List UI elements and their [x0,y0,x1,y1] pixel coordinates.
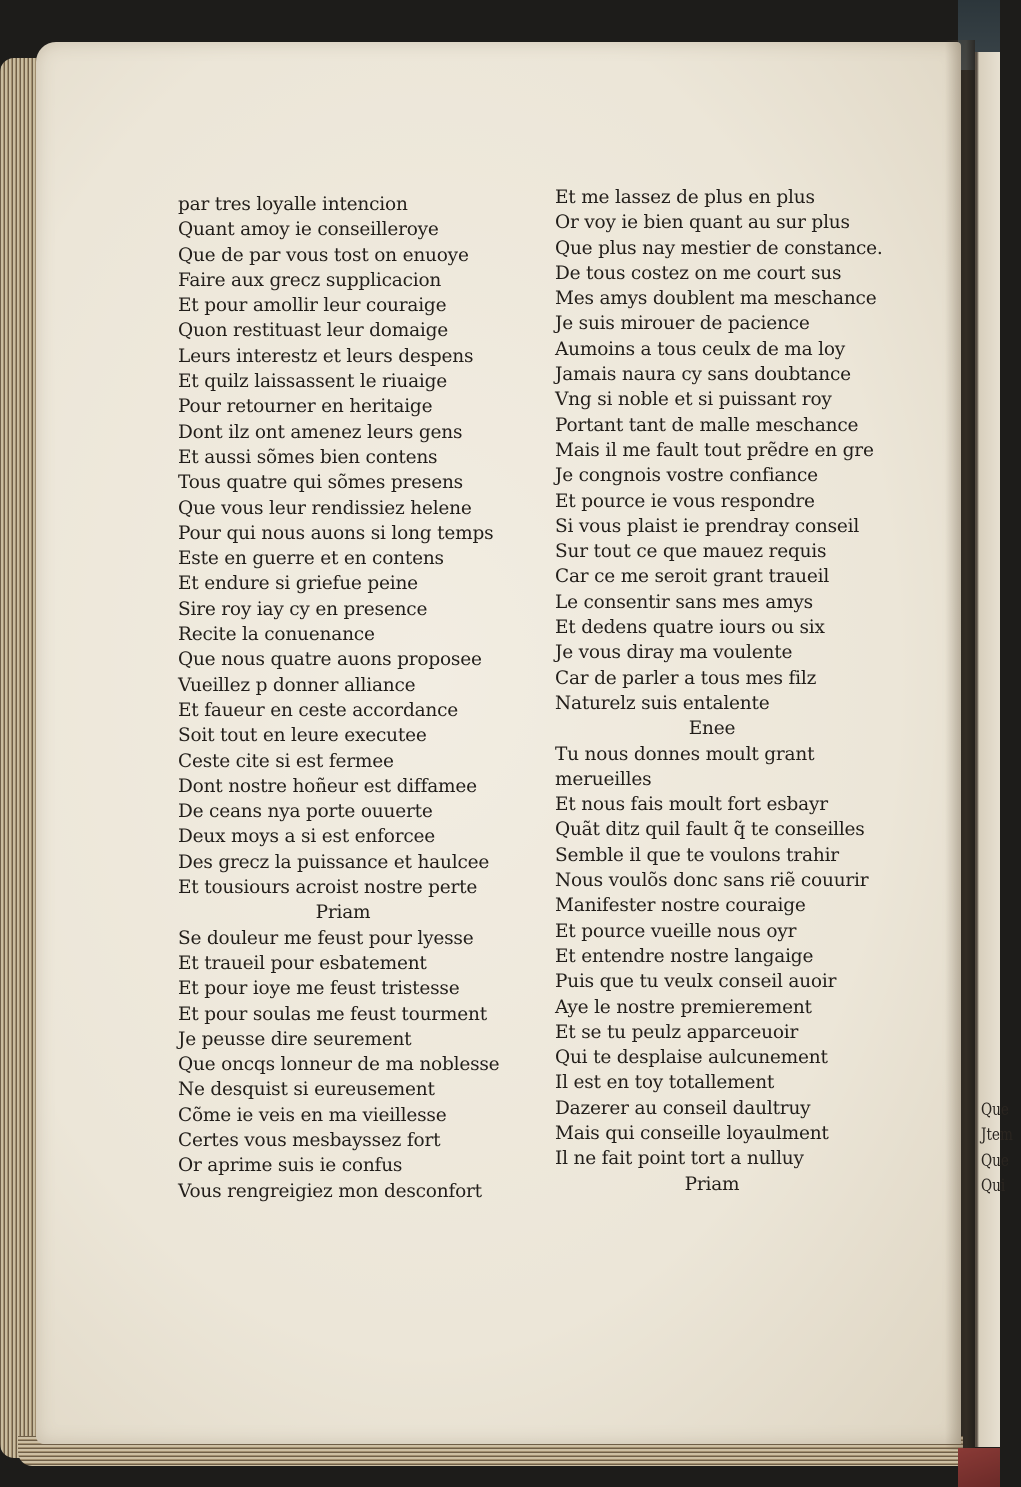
left-text-column [178,192,508,1204]
verse-line: Quant amoy ie conseilleroye [178,219,439,241]
verse-line: Et pource vueille nous oyr [555,920,797,942]
verse-line: Manifester nostre couraige [555,895,806,917]
verse-line: Nous voulõs donc sans riẽ couurir [555,870,869,892]
verse-line: Que de par vous tost on enuoye [178,244,469,266]
verse-line: Et pour amollir leur couraige [178,295,447,317]
verse-line: Que nous quatre auons proposee [178,649,482,671]
speaker-heading: Priam [315,902,371,924]
verse-line: Dont nostre hoñeur est diffamee [178,775,477,797]
verse-line: Jamais naura cy sans doubtance [555,364,851,386]
facing-page-fragment: Jtem [981,1125,1013,1146]
verse-line: Certes vous mesbayssez fort [178,1129,441,1151]
verse-line: Et pource ie vous respondre [555,490,815,512]
verse-line: Et entendre nostre langaige [555,945,814,967]
verse-line: par tres loyalle intencion [178,194,408,215]
verse-line: Vueillez p donner alliance [178,674,416,696]
verse-line: Recite la conuenance [178,624,375,646]
facing-page-fragment: Que [981,1100,1009,1120]
verse-line: De ceans nya porte ouuerte [178,801,433,823]
verse-line: Que oncqs lonneur de ma noblesse [178,1054,500,1076]
verse-line: Je suis mirouer de pacience [555,313,810,335]
verse-line: Je peusse dire seurement [178,1028,412,1050]
verse-line: Ceste cite si est fermee [178,750,394,772]
verse-line: Et se tu peulz apparceuoir [555,1021,799,1043]
verse-line: Mais qui conseille loyaulment [555,1122,829,1144]
verse-line: Et quilz laissassent le riuaige [178,371,448,393]
verse-line: Je congnois vostre confiance [555,465,818,487]
verse-line: De tous costez on me court sus [555,262,842,284]
verse-line: Or voy ie bien quant au sur plus [555,212,850,234]
verse-line: Que plus nay mestier de constance. [555,237,883,259]
verse-line: Et endure si griefue peine [178,573,418,595]
facing-page-fragments [981,1098,1021,1199]
verse-line: Et tousiours acroist nostre perte [178,877,478,899]
verse-line: Et pour soulas me feust tourment [178,1003,487,1025]
facing-page-fragment: Que [981,1150,1009,1171]
verse-line: Portant tant de malle meschance [555,414,859,436]
verse-line: Vous rengreigiez mon desconfort [178,1180,482,1202]
verse-line: Mes amys doublent ma meschance [555,288,877,310]
verse-line: Leurs interestz et leurs despens [178,345,474,367]
verse-line: Pour qui nous auons si long temps [178,522,494,544]
verse-line: Et traueil pour esbatement [178,952,427,974]
speaker-heading: Enee [688,718,736,740]
verse-line: Tous quatre qui sõmes presens [178,472,463,494]
verse-line: Je vous diray ma voulente [555,642,793,664]
verse-line: Il ne fait point tort a nulluy [555,1148,804,1170]
verse-line: Le consentir sans mes amys [555,591,813,613]
verse-line: Sire roy iay cy en presence [178,598,428,620]
verse-line: Dont ilz ont amenez leurs gens [178,421,463,443]
verse-line: Cõme ie veis en ma vieillesse [178,1104,447,1126]
verse-line: Este en guerre et en contens [178,548,444,570]
right-text-column [555,185,883,1197]
verse-line: Semble il que te voulons trahir [555,844,839,866]
verse-line: Et nous fais moult fort esbayr [555,794,828,816]
gutter-shadow [945,40,975,1450]
verse-line: Dazerer au conseil daultruy [555,1097,811,1119]
verse-line: Soit tout en leure executee [178,725,427,747]
verse-line: Aye le nostre premierement [555,996,812,1018]
verse-line: Deux moys a si est enforcee [178,826,436,848]
verse-line: Car de parler a tous mes filz [555,667,817,689]
verse-line: Quãt ditz quil fault q̃ te conseilles [555,819,865,841]
verse-line: Si vous plaist ie prendray conseil [555,515,860,537]
verse-line: Car ce me seroit grant traueil [555,566,830,588]
verse-line: Tu nous donnes moult grant [555,743,815,765]
verse-line: Ne desquist si eureusement [178,1079,435,1101]
verse-line: merueilles [555,768,652,790]
verse-line: Quon restituast leur domaige [178,320,449,342]
verse-line: Puis que tu veulx conseil auoir [555,971,837,993]
speaker-heading: Priam [684,1173,740,1195]
verse-line: Et me lassez de plus en plus [555,187,815,208]
verse-line: Que vous leur rendissiez helene [178,497,472,519]
verse-line: Vng si noble et si puissant roy [555,389,832,411]
facing-page-edge [975,52,1013,1447]
verse-line: Sur tout ce que mauez requis [555,541,827,563]
facing-page-fragment: Qui [981,1175,1006,1196]
verse-line: Et aussi sõmes bien contens [178,446,438,468]
verse-line: Mais il me fault tout prẽdre en gre [555,439,874,461]
verse-line: Qui te desplaise aulcunement [555,1047,828,1069]
verse-line: Naturelz suis entalente [555,692,770,714]
verse-line: Et dedens quatre iours ou six [555,617,825,639]
verse-line: Des grecz la puissance et haulcee [178,851,490,873]
verse-line: Faire aux grecz supplicacion [178,269,442,291]
verse-line: Et pour ioye me feust tristesse [178,978,460,1000]
verse-line: Or aprime suis ie confus [178,1155,403,1177]
verse-line: Pour retourner en heritaige [178,396,433,418]
verse-line: Et faueur en ceste accordance [178,699,459,721]
verse-line: Il est en toy totallement [555,1072,775,1094]
verse-line: Aumoins a tous ceulx de ma loy [555,338,846,360]
verse-line: Se douleur me feust pour lyesse [178,927,474,949]
binding-mark [958,1448,1000,1487]
